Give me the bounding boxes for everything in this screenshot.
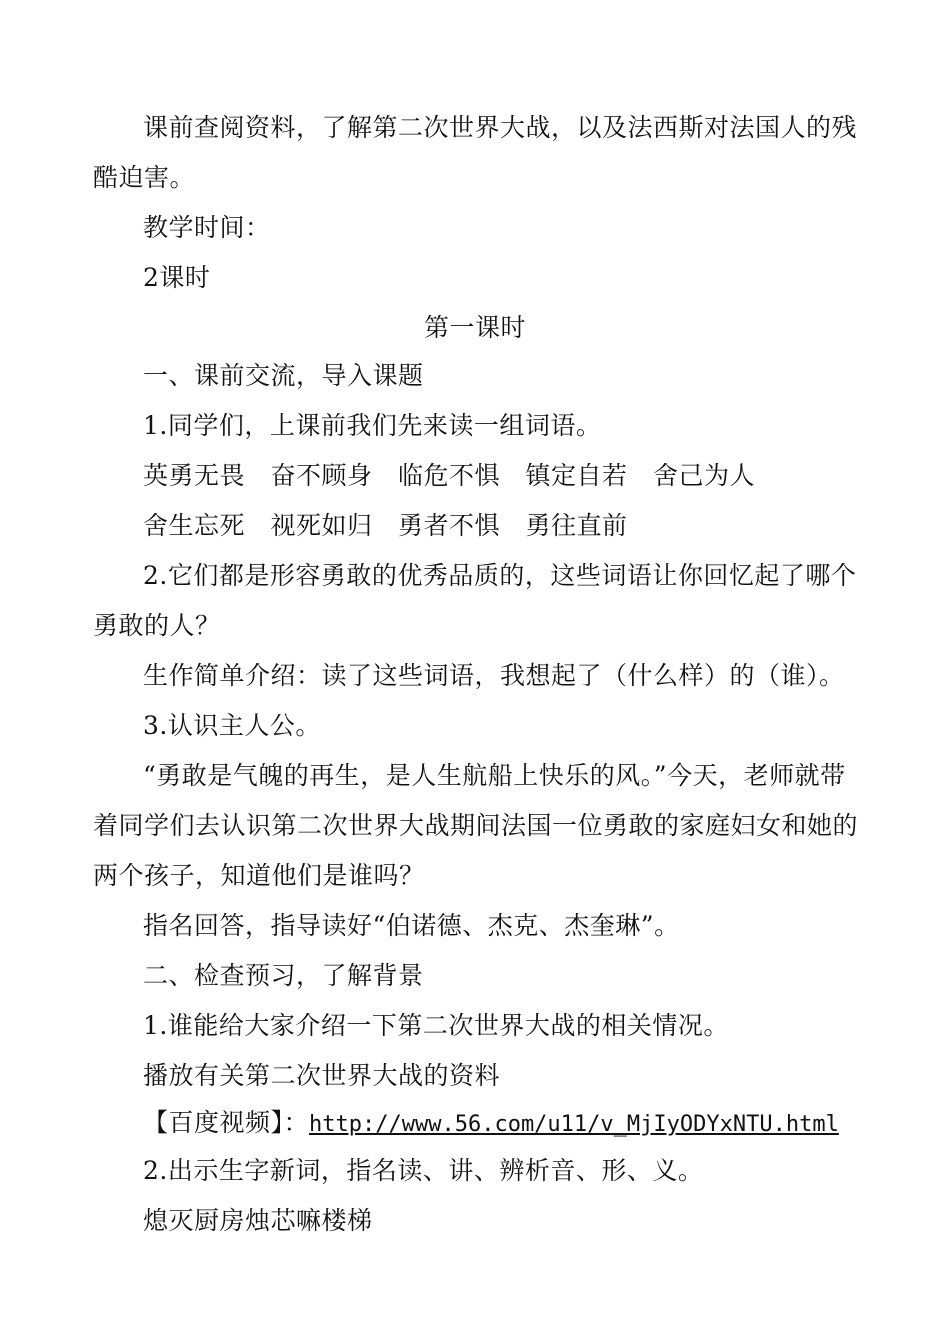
video-line	[143, 1108, 839, 1140]
play-material: 播放有关第二次世界大战的资料	[143, 1061, 501, 1090]
video-link[interactable]: http://www.56.com/u11/v_MjIyODYxNTU.html	[309, 1112, 839, 1137]
quote-line3: 两个孩子，知道他们是谁吗？	[93, 861, 425, 890]
quote-line1: “勇敢是气魄的再生，是人生航船上快乐的风。”今天，老师就带	[143, 761, 846, 790]
section-heading-2: 二、检查预习，了解背景	[143, 961, 424, 990]
quote-line2: 着同学们去认识第二次世界大战期间法国一位勇敢的家庭妇女和她的	[93, 811, 859, 840]
list-item-2-line1: 2.它们都是形容勇敢的优秀品质的，这些词语让你回忆起了哪个	[143, 561, 857, 590]
word-group-row-2: 舍生忘死 视死如归 勇者不惧 勇往直前	[143, 511, 628, 540]
paragraph-prep-line2: 酷迫害。	[93, 163, 196, 192]
video-label: 【百度视频】：	[143, 1108, 310, 1137]
teaching-time-value: 2课时	[143, 263, 211, 292]
section2-item-2: 2.出示生字新词，指名读、讲、辨析音、形、义。	[143, 1156, 704, 1185]
list-item-1: 1.同学们，上课前我们先来读一组词语。	[143, 411, 602, 440]
section2-item-1: 1.谁能给大家介绍一下第二次世界大战的相关情况。	[143, 1011, 729, 1040]
lesson-title: 第一课时	[423, 313, 526, 342]
student-intro: 生作简单介绍：读了这些词语，我想起了（什么样）的（谁）。	[143, 661, 845, 690]
section-heading-1: 一、课前交流，导入课题	[143, 361, 424, 390]
answer-guide: 指名回答，指导读好“伯诺德、杰克、杰奎琳”。	[143, 911, 680, 940]
word-group-row-1: 英勇无畏 奋不顾身 临危不惧 镇定自若 舍己为人	[143, 461, 756, 490]
paragraph-prep-line1: 课前查阅资料，了解第二次世界大战，以及法西斯对法国人的残	[143, 113, 858, 142]
list-item-2-line2: 勇敢的人？	[93, 611, 221, 640]
list-item-3: 3.认识主人公。	[143, 711, 321, 740]
new-words: 熄灭厨房烛芯嘛楼梯	[143, 1206, 373, 1235]
teaching-time-label: 教学时间：	[143, 213, 271, 242]
